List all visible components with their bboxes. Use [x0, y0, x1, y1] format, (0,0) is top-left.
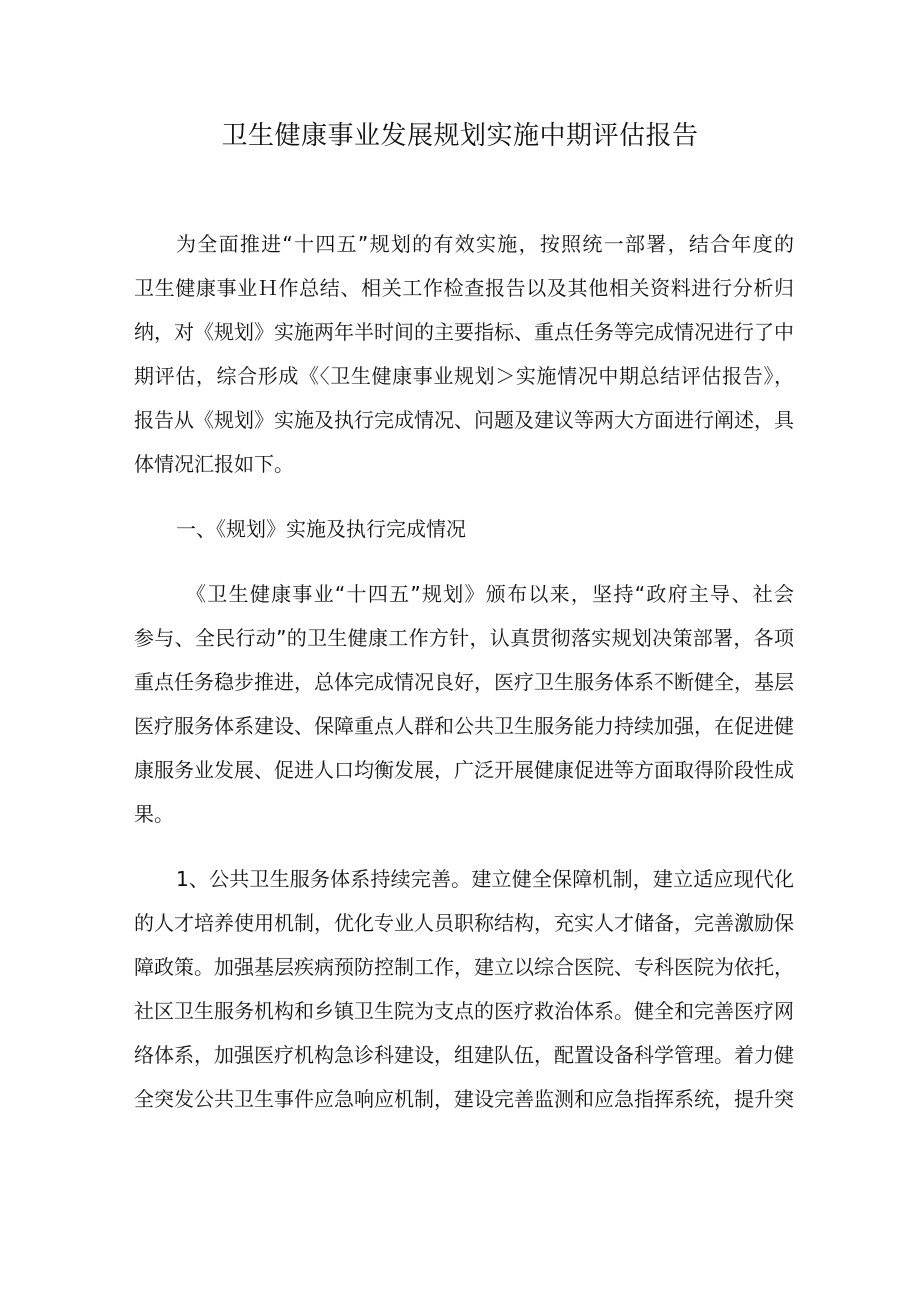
- text-line: 纳，对《规划》实施两年半时间的主要指标、重点任务等完成情况进行了中: [134, 320, 794, 344]
- text-line: 的人才培养使用机制，优化专业人员职称结构，充实人才储备，完善激励保: [134, 911, 794, 935]
- text-line: 体情况汇报如下。: [134, 452, 294, 476]
- text-line: 络体系，加强医疗机构急诊科建设，组建队伍，配置设备科学管理。着力健: [134, 1043, 794, 1067]
- text-line: 报告从《规划》实施及执行完成情况、问题及建议等两大方面进行阐述，具: [134, 408, 794, 432]
- text-line: 康服务业发展、促进人口均衡发展，广泛开展健康促进等方面取得阶段性成: [134, 758, 794, 782]
- text-line: 卫生健康事业Ｈ作总结、相关工作检查报告以及其他相关资料进行分析归: [134, 276, 794, 300]
- text-line: 重点任务稳步推进，总体完成情况良好，医疗卫生服务体系不断健全，基层: [134, 670, 794, 694]
- text-line: 为全面推进“十四五”规划的有效实施，按照统一部署，结合年度的: [176, 232, 794, 256]
- document-title: 卫生健康事业发展规划实施中期评估报告: [221, 121, 699, 151]
- paragraph-public-health: [134, 857, 794, 1121]
- text-line: 医疗服务体系建设、保障重点人群和公共卫生服务能力持续加强，在促进健: [134, 714, 794, 738]
- text-line: 障政策。加强基层疾病预防控制工作，建立以综合医院、专科医院为依托，: [134, 955, 794, 979]
- paragraph-intro: [134, 222, 794, 486]
- text-line: 参与、全民行动”的卫生健康工作方针，认真贯彻落实规划决策部署，各项: [134, 626, 794, 650]
- paragraph-overview: [134, 572, 794, 836]
- text-line: 《卫生健康事业“十四五”规划》颁布以来，坚持“政府主导、社会: [186, 582, 794, 606]
- section-heading: [134, 507, 794, 551]
- section-heading-text: 一、《规划》实施及执行完成情况: [176, 517, 466, 541]
- text-line: 社区卫生服务机构和乡镇卫生院为支点的医疗救治体系。健全和完善医疗网: [134, 999, 794, 1023]
- text-line: 期评估，综合形成《〈卫生健康事业规划＞实施情况中期总结评估报告》，: [134, 364, 794, 388]
- document-body: [134, 222, 794, 1121]
- text-line: 果。: [134, 802, 174, 826]
- text-line: 全突发公共卫生事件应急响应机制，建设完善监测和应急指挥系统，提升突: [134, 1087, 794, 1111]
- text-line: 1、公共卫生服务体系持续完善。建立健全保障机制，建立适应现代化: [176, 867, 794, 891]
